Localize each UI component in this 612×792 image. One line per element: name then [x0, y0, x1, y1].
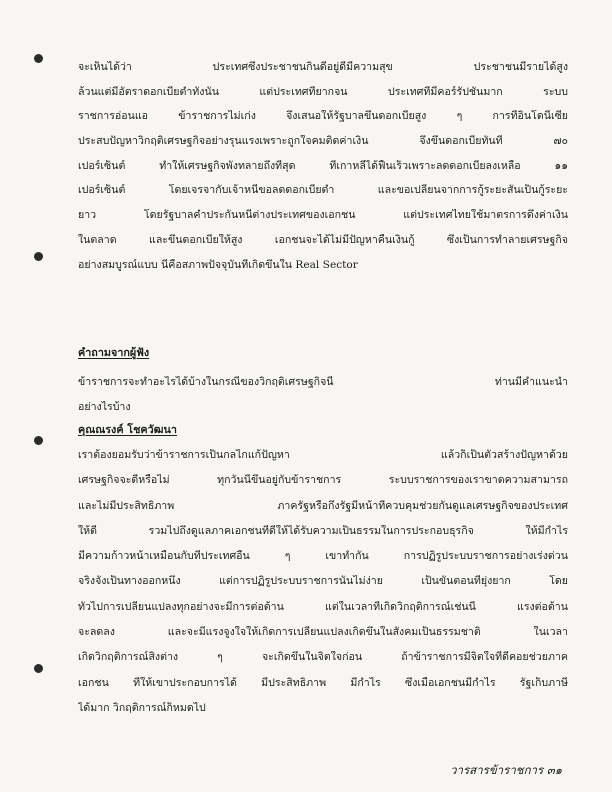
text-line: ข้าราชการจะทำอะไรได้บ้างในกรณีของวิกฤติเศรษฐกิจนี้ ท่านมีคำแนะนำ [78, 376, 568, 388]
text-line: ให้ดี รวมไปถึงดูแลภาคเอกชนที่ดีให้ได้รับความเป็นธรรมในการประกอบธุรกิจ ให้มีกำไร [78, 524, 568, 537]
text-line: เปอร์เซ็นต์ โดยเจรจากับเจ้าหนี้ขอลดดอกเบี้ยต่ำ และขอเปลี่ยนจากการกู้ระยะสั้นเป็นกู้ระยะ [78, 184, 568, 197]
text-line: ประสบปัญหาวิกฤติเศรษฐกิจอย่างรุนแรงเพราะถูกใจคมติดค่าเงิน จึงขึ้นดอกเบี้ยทันที ๗๐ [78, 135, 568, 148]
text-line: อย่างสมบูรณ์แบบ นี่คือสภาพปัจจุบันที่เกิดขึ้นใน Real Sector [78, 258, 358, 271]
answer-heading: คุณณรงค์ โชควัฒนา [78, 423, 177, 436]
text-line: ราชการอ่อนแอ ข้าราชการไม่เก่ง จึงเสนอให้รัฐบาลขึ้นดอกเบี้ยสูง ๆ การที่อินโดนีเซีย [78, 110, 568, 123]
text-line: เศรษฐกิจจะดีหรือไม่ ทุกวันนี้ขึ้นอยู่กับข้าราชการ ระบบราชการของเราขาดความสามารถ [78, 474, 568, 487]
binder-hole [34, 252, 43, 261]
binder-hole [34, 664, 43, 673]
binder-hole [34, 436, 43, 445]
binder-hole [34, 54, 43, 63]
question-heading: คำถามจากผู้ฟัง [78, 346, 150, 359]
page-footer: วารสารข้าราชการ ๓๑ [450, 763, 562, 777]
text-line: อย่างไรบ้าง [78, 401, 131, 413]
text-line: มีความก้าวหน้าเหมือนกับที่ประเทศอื่น ๆ เขาทำกัน การปฏิรูประบบราชการอย่างเร่งด่วน [78, 550, 568, 563]
text-line: จริงจังเป็นทางออกหนึ่ง แต่การปฏิรูประบบราชการนั้นไม่ง่าย เป็นขั้นตอนที่ยุ่งยาก โดย [78, 575, 568, 588]
text-line: เปอร์เซ็นต์ ทำให้เศรษฐกิจพังทลายถึงที่สุด ที่เกาหลีได้ฟื้นเร็วเพราะลดดอกเบี้ยลงเหลือ ๑๑ [78, 159, 568, 172]
text-line: และไม่มีประสิทธิภาพ ภาครัฐหรือกึ่งรัฐมีหน้าที่ควบคุมช่วยกันดูแลเศรษฐกิจของประเทศ [78, 499, 568, 512]
paragraph-intro [78, 61, 568, 283]
text-line: จะลดลง และจะมีแรงจูงใจให้เกิดการเปลี่ยนแปลงเกิดขึ้นในสังคมเป็นธรรมชาติ ในเวลา [78, 626, 568, 639]
text-line: ในตลาด และขึ้นดอกเบี้ยให้สูง เอกชนจะได้ไม่มีปัญหาคืนเงินกู้ ซึ่งเป็นการทำลายเศรษฐกิจ [78, 233, 568, 246]
text-line: เราต้องยอมรับว่าข้าราชการเป็นกลไกแก้ปัญหา แล้วก็เป็นตัวสร้างปัญหาด้วย [78, 449, 568, 461]
text-line: ทั่วไปการเปลี่ยนแปลงทุกอย่างจะมีการต่อต้าน แต่ในเวลาที่เกิดวิกฤติการณ์เช่นนี้ แรงต่อต้าน [78, 600, 568, 613]
question-body [78, 376, 568, 426]
text-line: เกิดวิกฤติการณ์สิ่งต่าง ๆ จะเกิดขึ้นในจิตใจก่อน ถ้าข้าราชการมีจิตใจที่ดีคอยช่วยภาค [78, 651, 568, 664]
text-line: ได้มาก วิกฤติการณ์ก็หมดไป [78, 701, 206, 714]
text-line: ล้วนแต่มีอัตราดอกเบี้ยต่ำทั้งนั้น แต่ประเทศที่ยากจน ประเทศที่มีคอร์รัปชั่นมาก ระบบ [78, 85, 568, 98]
text-line: เอกชน ที่ให้เขาประกอบการได้ มีประสิทธิภาพ มีกำไร ซึ่งเมื่อเอกชนมีกำไร รัฐเก็บภาษี [78, 676, 568, 689]
paragraph-answer [78, 449, 568, 727]
text-line: จะเห็นได้ว่า ประเทศซึ่งประชาชนกินดีอยู่ดีมีความสุข ประชาชนมีรายได้สูง [78, 61, 568, 73]
text-line: ยาว โดยรัฐบาลค้ำประกันหนี้ต่างประเทศของเอกชน แต่ประเทศไทยใช้มาตรการดึงค่าเงิน [78, 209, 568, 222]
